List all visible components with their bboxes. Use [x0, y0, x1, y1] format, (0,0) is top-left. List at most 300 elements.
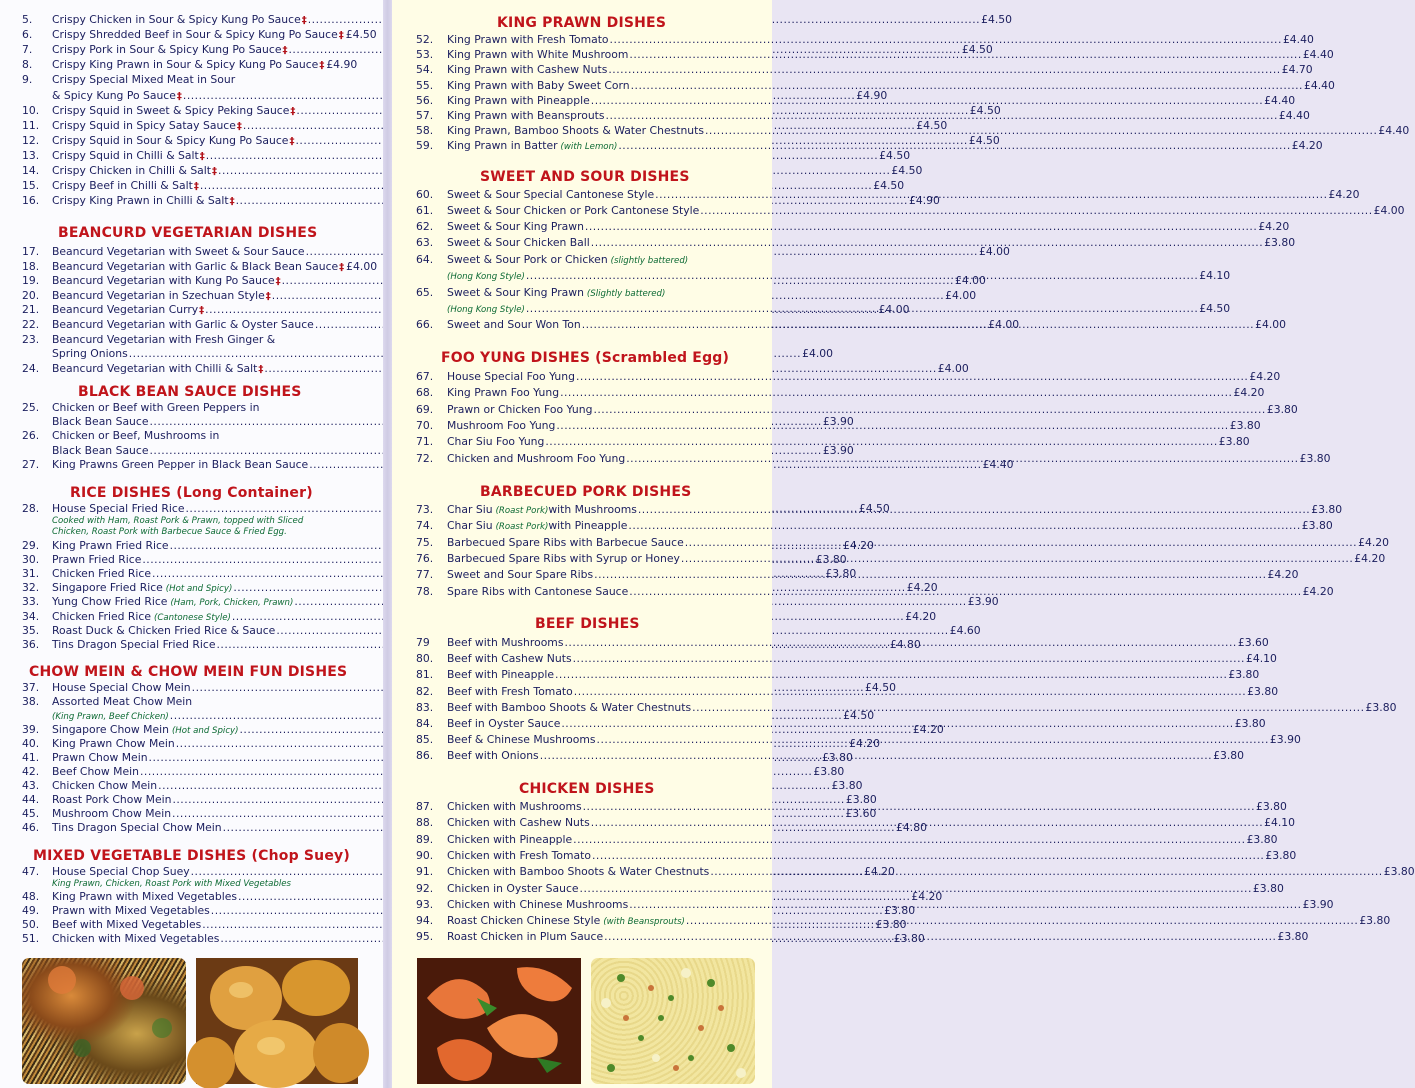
item-name: Chicken and Mushroom Foo Yung [447, 451, 626, 465]
dot-leader [700, 204, 1372, 218]
item-name: King Prawn with Beansprouts [447, 109, 605, 122]
dot-leader [606, 109, 1278, 123]
page-fold [383, 0, 392, 1088]
item-name: Sweet & Sour Chicken Ball [447, 236, 590, 250]
king-prawn-photo [417, 958, 581, 1084]
item-note: (slightly battered) [610, 256, 689, 266]
item-name: Chicken in Oyster Sauce [447, 881, 579, 895]
item-number: 48. [22, 890, 40, 903]
item-name: Crispy King Prawn in Chilli & Salt [52, 194, 229, 208]
item-price: £3.80 [1299, 451, 1331, 465]
item-name: Beancurd Vegetarian with Garlic & Oyster Sauce [52, 318, 314, 331]
item-name: Crispy Pork in Sour & Spicy Kung Po Sauce [52, 43, 282, 57]
item-price: £4.20 [849, 737, 881, 750]
chili-icon: ‡ [265, 290, 271, 302]
item-name: King Prawn Chow Mein [52, 737, 175, 750]
item-price: £3.80 [1247, 684, 1279, 698]
item-note: (Hot and Spicy) [165, 584, 233, 595]
item-line [447, 220, 1290, 234]
item-price: £3.80 [1218, 435, 1250, 449]
dot-leader [597, 733, 1269, 747]
item-line [52, 28, 377, 43]
item-name: House Special Foo Yung [447, 370, 575, 383]
item-name: Sweet and Sour Spare Ribs [447, 568, 594, 582]
item-line [52, 807, 877, 821]
king-prawn-heading: KING PRAWN DISHES [497, 15, 667, 31]
item-line [447, 749, 1244, 763]
item-price: £3.80 [815, 553, 847, 567]
item-name: King Prawns Green Pepper in Black Bean Sauce [52, 457, 309, 471]
item-name: King Prawn with White Mushroom [447, 48, 629, 62]
item-price: £4.00 [945, 288, 977, 302]
item-price: £3.80 [831, 779, 863, 792]
item-price: £3.60 [1237, 636, 1269, 649]
item-name: Tins Dragon Special Chow Mein [52, 821, 222, 834]
item-line [52, 58, 357, 73]
item-number: 24. [22, 361, 40, 375]
item-price: £4.20 [1302, 584, 1334, 598]
item-name: Beancurd Vegetarian in Szechuan Style [52, 288, 265, 302]
item-number: 14. [22, 164, 40, 177]
chicken-heading: CHICKEN DISHES [519, 781, 655, 797]
item-price: £4.00 [878, 303, 910, 317]
item-number: 41. [22, 751, 40, 764]
item-number: 13. [22, 148, 40, 162]
item-number: 32. [22, 581, 40, 595]
mixed-vegetable-heading: MIXED VEGETABLE DISHES (Chop Suey) [33, 848, 350, 864]
item-price: £4.20 [1354, 551, 1386, 565]
item-name: King Prawn in Batter [447, 139, 558, 153]
dot-leader [681, 552, 1353, 566]
dot-leader [593, 403, 1265, 417]
item-name: Roast Duck & Chicken Fried Rice & Sauce [52, 623, 276, 637]
item-price: £4.20 [864, 865, 895, 878]
item-name: Beef with Mushrooms [447, 636, 564, 649]
item-price: £3.80 [1301, 519, 1333, 533]
item-note: (Hong Kong Style) [447, 272, 525, 282]
item-line [447, 204, 1405, 218]
item-name: Sweet & Sour Special Cantonese Style [447, 188, 655, 201]
item-name: King Prawn Foo Yung [447, 386, 560, 400]
item-number: 20. [22, 288, 40, 302]
item-name: Spare Ribs with Cantonese Sauce [447, 584, 629, 598]
item-price: £4.20 [906, 581, 938, 595]
item-number: 11. [22, 118, 40, 132]
item-name: Roast Chicken Chinese Style [447, 914, 601, 928]
item-price: £4.80 [889, 637, 921, 651]
item-line [52, 429, 357, 443]
item-name: Singapore Fried Rice [52, 581, 163, 595]
item-price: £3.90 [822, 415, 854, 429]
barbecued-pork-heading: BARBECUED PORK DISHES [480, 484, 692, 500]
item-price: £4.00 [937, 361, 969, 375]
item-price: £4.00 [802, 347, 834, 361]
item-number: 55. [416, 78, 434, 92]
item-number: 36. [22, 637, 40, 651]
item-name: Chicken with Mushrooms [447, 800, 582, 813]
item-line [447, 253, 752, 268]
item-number: 59. [416, 139, 434, 153]
item-number: 80. [416, 652, 434, 666]
item-number: 9. [22, 73, 33, 87]
item-price: £4.20 [1358, 535, 1390, 549]
item-name: Chicken with Mixed Vegetables [52, 932, 220, 945]
item-number: 47. [22, 865, 40, 878]
item-line [52, 333, 357, 347]
dot-leader [608, 63, 1280, 77]
item-number: 37. [22, 681, 40, 694]
item-line [447, 700, 1397, 715]
dot-leader [710, 865, 1382, 879]
item-name: Crispy Beef in Chilli & Salt [52, 179, 193, 193]
item-price: £4.50 [969, 103, 1001, 117]
item-number: 53. [416, 48, 434, 62]
item-line [447, 930, 1309, 944]
item-name: Chicken or Beef, Mushrooms in [52, 429, 220, 443]
item-line [447, 668, 1260, 682]
item-description: King Prawn, Chicken, Roast Pork with Mixed Vegetables [52, 879, 292, 889]
item-line [52, 595, 999, 610]
item-number: 94. [416, 914, 434, 928]
item-name: Crispy King Prawn in Sour & Spicy Kung Po Sauce [52, 58, 319, 72]
item-number: 27. [22, 457, 40, 471]
item-name: Beancurd Vegetarian Curry [52, 303, 199, 317]
item-number: 61. [416, 204, 434, 218]
item-name: Sweet & Sour King Prawn [447, 220, 584, 234]
item-name: King Prawn with Cashew Nuts [447, 63, 608, 77]
item-name: Char Siu Foo Yung [447, 435, 545, 449]
item-line [52, 245, 1010, 259]
item-price: £3.80 [1246, 832, 1278, 846]
chili-icon: ‡ [199, 150, 205, 162]
dot-leader [626, 452, 1298, 466]
item-line [447, 318, 1286, 332]
item-name: Singapore Chow Mein [52, 723, 169, 736]
item-price: £3.80 [1265, 848, 1297, 862]
item-number: 81. [416, 668, 434, 682]
item-name: King Prawn with Pineapple [447, 93, 590, 107]
item-number: 10. [22, 103, 40, 117]
item-name: Char Siu [447, 503, 493, 516]
item-number: 75. [416, 535, 434, 549]
item-price: £4.00 [955, 274, 986, 288]
item-line [447, 63, 1313, 77]
dot-leader [686, 914, 1358, 928]
item-line [447, 286, 752, 301]
item-price: £4.00 [1373, 204, 1405, 218]
item-name: Roast Pork Chow Mein [52, 793, 172, 806]
item-description: Chicken, Roast Pork with Barbecue Sauce & Fried Egg. [52, 527, 287, 537]
dot-leader [618, 139, 1290, 153]
item-number: 56. [416, 93, 434, 107]
dot-leader [576, 370, 1248, 384]
item-price: £4.40 [982, 457, 1014, 471]
chili-icon: ‡ [176, 90, 182, 102]
item-price: £4.50 [1199, 302, 1231, 315]
item-number: 40. [22, 737, 40, 750]
item-name: Chicken with Cashew Nuts [447, 816, 590, 830]
item-name: Crispy Shredded Beef in Sour & Spicy Kung Po Sauce [52, 28, 338, 42]
item-price: £3.80 [1277, 930, 1309, 944]
item-name-cont: with Mushrooms [548, 503, 637, 516]
item-price: £3.60 [845, 807, 877, 820]
chili-icon: ‡ [212, 166, 218, 177]
sweet-sour-heading: SWEET AND SOUR DISHES [480, 169, 690, 185]
item-name: Beef with Pineapple [447, 668, 554, 682]
chili-icon: ‡ [258, 363, 264, 375]
dot-leader [585, 220, 1257, 234]
chili-icon: ‡ [199, 305, 205, 317]
item-name: Prawn with Mixed Vegetables [52, 904, 210, 917]
dot-leader [555, 668, 1227, 682]
beancurd-heading: BEANCURD VEGETARIAN DISHES [58, 225, 318, 241]
item-line [447, 33, 1314, 47]
item-price: £3.80 [825, 567, 857, 581]
item-price: £4.00 [988, 318, 1020, 331]
item-price: £3.80 [1266, 402, 1298, 416]
item-price: £3.80 [1256, 800, 1287, 813]
item-number: 71. [416, 435, 434, 449]
item-price: £4.10 [1199, 269, 1231, 282]
item-number: 86. [416, 749, 434, 763]
item-name: Barbecued Spare Ribs with Syrup or Honey [447, 551, 680, 565]
item-number: 43. [22, 779, 40, 792]
item-price: £4.20 [1267, 568, 1299, 582]
item-number: 84. [416, 717, 434, 730]
chili-icon: ‡ [290, 105, 296, 117]
chili-icon: ‡ [236, 120, 242, 132]
item-price: £3.80 [1228, 668, 1260, 682]
item-name: Tins Dragon Special Fried Rice [52, 637, 216, 651]
item-description: Cooked with Ham, Roast Pork & Prawn, topped with Sliced [52, 516, 304, 526]
item-price: £4.50 [858, 502, 890, 515]
dot-leader [591, 94, 1263, 108]
item-name: Barbecued Spare Ribs with Barbecue Sauce [447, 535, 684, 549]
item-number: 35. [22, 623, 40, 637]
item-price: £4.70 [1281, 63, 1313, 77]
item-note: (Hot and Spicy) [171, 726, 239, 736]
item-name: King Prawn with Baby Sweet Corn [447, 78, 630, 92]
item-price: £4.00 [346, 259, 378, 273]
item-number: 12. [22, 133, 40, 147]
item-line [52, 179, 905, 194]
item-line [52, 148, 911, 164]
item-name: Crispy Chicken in Sour & Spicy Kung Po Sauce [52, 13, 301, 26]
item-name: Beef with Onions [447, 749, 539, 763]
item-line [52, 765, 845, 779]
dot-leader [705, 124, 1377, 138]
dot-leader [591, 816, 1263, 830]
dot-leader [638, 503, 1310, 517]
dot-leader [580, 882, 1252, 896]
item-name: Sweet & Sour King Prawn [447, 286, 584, 299]
item-name: King Prawn with Fresh Tomato [447, 33, 609, 46]
dot-leader [628, 519, 1300, 533]
item-number: 60. [416, 188, 434, 201]
chili-icon: ‡ [289, 135, 295, 147]
item-line [447, 236, 1296, 250]
item-number: 17. [22, 245, 40, 258]
item-name: House Special Fried Rice [52, 502, 185, 515]
item-number: 6. [22, 28, 33, 42]
item-name: Assorted Meat Chow Mein [52, 695, 193, 708]
item-price: £4.50 [865, 681, 896, 694]
item-name: Mushroom Chow Mein [52, 807, 172, 820]
item-name: King Prawn with Mixed Vegetables [52, 890, 237, 903]
item-note: (with Beansprouts) [603, 917, 685, 928]
item-price: £4.50 [981, 13, 1013, 26]
item-number: 30. [22, 553, 40, 567]
item-number: 85. [416, 733, 434, 747]
item-name: & Spicy Kung Po Sauce [52, 88, 176, 102]
item-name: Beef with Mixed Vegetables [52, 918, 202, 931]
item-note: (Ham, Pork, Chicken, Prawn) [170, 598, 294, 609]
item-number: 26. [22, 429, 40, 443]
item-line [447, 832, 1278, 847]
chili-icon: ‡ [338, 30, 344, 42]
item-price: £4.00 [978, 245, 1010, 258]
item-number: 72. [416, 451, 434, 465]
item-name: Crispy Squid in Spicy Satay Sauce [52, 118, 236, 132]
dot-leader [592, 849, 1264, 863]
item-price: £4.80 [896, 821, 927, 834]
item-number: 39. [22, 723, 40, 736]
item-number: 93. [416, 897, 434, 911]
item-note: (Roast Pork) [495, 522, 549, 533]
item-name: Yung Chow Fried Rice [52, 595, 168, 609]
item-name: Beef with Fresh Tomato [447, 684, 573, 698]
item-number: 31. [22, 567, 40, 581]
item-price: £4.10 [1245, 652, 1277, 666]
dot-leader [560, 386, 1232, 400]
item-price: £3.90 [1269, 733, 1301, 747]
chili-icon: ‡ [193, 181, 199, 193]
item-line [447, 535, 1390, 550]
item-price: £4.10 [1264, 816, 1296, 830]
chili-icon: ‡ [282, 45, 288, 57]
item-number: 89. [416, 832, 434, 846]
chili-icon: ‡ [229, 196, 235, 208]
dot-leader [629, 48, 1301, 62]
item-price: £4.90 [909, 194, 940, 208]
item-price: £3.80 [884, 904, 916, 917]
item-number: 87. [416, 800, 434, 813]
item-name: Chicken with Fresh Tomato [447, 848, 591, 862]
item-price: £3.80 [1383, 865, 1415, 879]
item-note: (King Prawn, Beef Chicken) [52, 712, 169, 722]
black-bean-heading: BLACK BEAN SAUCE DISHES [78, 384, 302, 400]
item-number: 74. [416, 519, 434, 533]
item-number: 83. [416, 700, 434, 714]
item-name: Prawn Chow Mein [52, 751, 148, 764]
foo-yung-heading: FOO YUNG DISHES (Scrambled Egg) [441, 350, 730, 366]
item-note: (Roast Pork) [495, 506, 549, 516]
item-name: Beef with Bamboo Shoots & Water Chestnuts [447, 700, 692, 714]
item-price: £4.50 [961, 43, 993, 57]
dot-leader [631, 79, 1303, 93]
item-price: £4.40 [1378, 124, 1410, 138]
item-name: Beancurd Vegetarian with Sweet & Sour Sauce [52, 245, 305, 258]
item-number: 78. [416, 584, 434, 598]
dot-leader [582, 318, 1254, 332]
item-name: Crispy Squid in Chilli & Salt [52, 148, 199, 162]
dot-leader [604, 930, 1276, 944]
item-name: King Prawn, Bamboo Shoots & Water Chestnuts [447, 124, 704, 138]
chili-icon: ‡ [275, 276, 281, 288]
item-name: Chicken with Pineapple [447, 832, 573, 846]
item-number: 57. [416, 109, 434, 122]
item-number: 25. [22, 401, 40, 414]
item-number: 69. [416, 402, 434, 416]
beef-heading: BEEF DISHES [535, 616, 640, 632]
item-number: 76. [416, 551, 434, 565]
item-number: 92. [416, 881, 434, 895]
item-name: Sweet & Sour Chicken or Pork Cantonese Style [447, 204, 700, 218]
item-price: £4.40 [1302, 48, 1334, 62]
item-price: £3.90 [822, 443, 854, 457]
item-number: 77. [416, 568, 434, 582]
dot-leader [610, 33, 1282, 47]
item-price: £4.20 [1328, 188, 1360, 201]
dot-leader [573, 652, 1245, 666]
item-number: 90. [416, 848, 434, 862]
item-price: £3.80 [1359, 914, 1391, 928]
item-price: £4.40 [1282, 33, 1314, 46]
item-number: 54. [416, 63, 434, 77]
item-name: Sweet & Sour Pork or Chicken [447, 253, 608, 266]
item-number: 63. [416, 236, 434, 250]
dot-leader [526, 302, 1198, 316]
item-price: £4.00 [1255, 318, 1286, 331]
dot-leader [564, 636, 1236, 650]
item-price: £4.50 [891, 164, 923, 177]
item-note: (with Lemon) [560, 142, 618, 153]
item-line [52, 73, 357, 87]
item-number: 67. [416, 370, 434, 383]
item-note: (Hong Kong Style) [447, 305, 525, 315]
item-number: 19. [22, 274, 40, 288]
dot-leader [583, 800, 1255, 814]
item-number: 58. [416, 124, 434, 138]
item-name: House Special Chow Mein [52, 681, 191, 694]
item-line [447, 78, 1335, 93]
item-number: 7. [22, 43, 33, 57]
item-number: 70. [416, 418, 434, 432]
item-price: £4.90 [856, 88, 888, 102]
item-number: 64. [416, 253, 434, 266]
item-number: 95. [416, 930, 434, 944]
item-number: 42. [22, 765, 40, 778]
item-number: 79 [416, 636, 430, 649]
item-line [447, 435, 1250, 449]
item-price: £4.20 [1258, 220, 1290, 234]
item-price: £4.90 [326, 58, 358, 72]
item-number: 29. [22, 539, 40, 552]
item-line [447, 848, 1297, 863]
item-line [447, 652, 1277, 666]
item-name: Crispy Special Mixed Meat in Sour [52, 73, 236, 87]
item-number: 46. [22, 821, 40, 834]
item-price: £4.20 [1249, 370, 1281, 383]
dot-leader [573, 833, 1245, 847]
item-name: Prawn or Chicken Foo Yung [447, 402, 593, 416]
item-name: Chicken Fried Rice [52, 567, 151, 581]
item-number: 66. [416, 318, 434, 331]
item-price: £4.40 [1278, 109, 1310, 122]
item-line [447, 370, 1281, 384]
chow-mein-heading: CHOW MEIN & CHOW MEIN FUN DISHES [29, 664, 348, 680]
item-price: £4.50 [879, 148, 911, 162]
